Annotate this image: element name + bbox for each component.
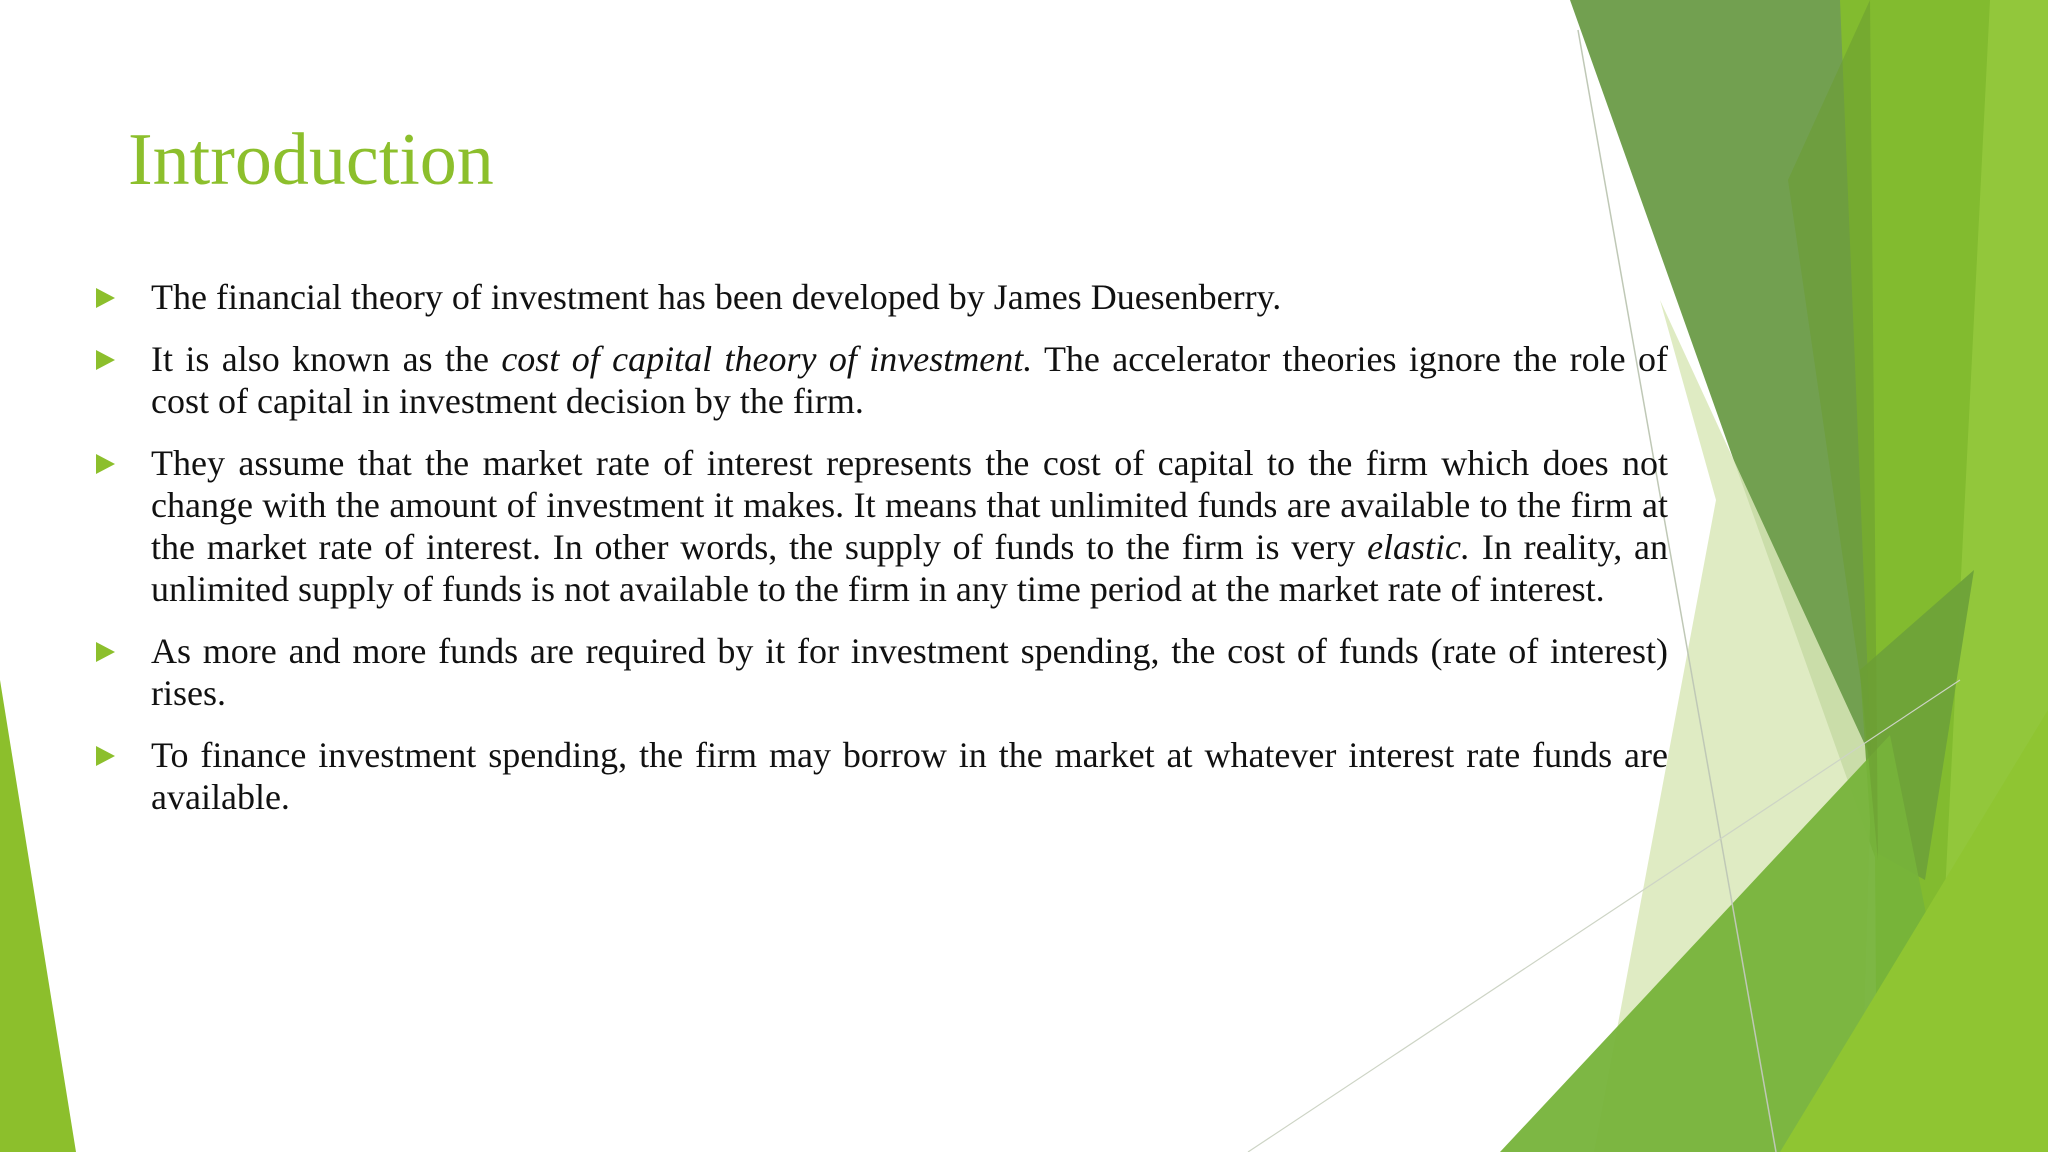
triangle-right-icon	[96, 288, 115, 308]
bullet-text-part: In reality, an unlimited supply of funds is not available to the firm in any time period at the market rate of interest.	[151, 527, 1668, 609]
triangle-right-icon	[96, 454, 115, 474]
slide-title: Introduction	[128, 119, 494, 201]
italic-term: cost of capital theory of investment.	[501, 339, 1033, 379]
triangle-right-icon	[96, 350, 115, 370]
left-green-wedge	[0, 680, 76, 1152]
triangle-right-icon	[96, 746, 115, 766]
bullet-item	[94, 442, 1668, 610]
bullet-item	[94, 276, 1668, 318]
bullet-text: The financial theory of investment has been developed by James Duesenberry.	[151, 277, 1282, 317]
bullet-text-part: It is also known as the	[151, 339, 502, 379]
bullet-text: To finance investment spending, the firm may borrow in the market at whatever interest rate funds are available.	[151, 735, 1668, 817]
bullet-text: As more and more funds are required by it for investment spending, the cost of funds (rate of interest) rises.	[151, 631, 1668, 713]
bullet-item	[94, 630, 1668, 714]
bullet-list	[94, 276, 1668, 838]
triangle-right-icon	[96, 642, 115, 662]
bullet-text-part: They assume that the market rate of interest represents the cost of capital to the firm which does not change with the amount of investment it makes. It means that unlimited funds are available to the firm at the market rate of interest. In other words, the supply of funds to the firm is very	[151, 443, 1668, 567]
bullet-item	[94, 734, 1668, 818]
italic-term: elastic.	[1367, 527, 1471, 567]
bullet-item	[94, 338, 1668, 422]
bullet-text-part: The accelerator theories ignore the role of cost of capital in investment decision by the firm.	[151, 339, 1668, 421]
